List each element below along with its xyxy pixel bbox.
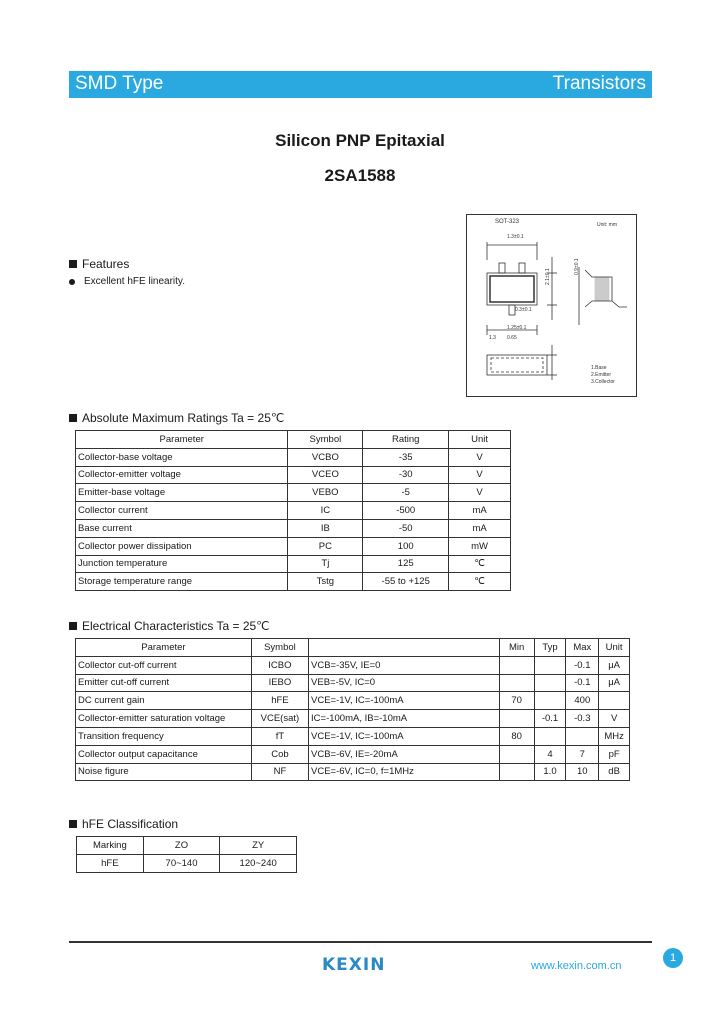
bullet-square-icon [69,260,77,268]
symbol-cell: VCEO [288,466,363,484]
condition-cell: VCE=-1V, IC=-100mA [309,727,500,745]
header-bar [69,71,652,98]
symbol-cell: VEBO [288,484,363,502]
col-header [309,639,500,657]
unit-cell: mA [449,519,511,537]
rating-cell: -500 [363,502,449,520]
typ-cell [534,727,566,745]
package-drawing [466,214,637,397]
rating-cell: -35 [363,448,449,466]
elec-heading-text: Electrical Characteristics Ta = 25℃ [82,619,270,633]
max-cell: -0.3 [566,710,599,728]
abs-max-heading [69,411,284,425]
typ-cell [534,674,566,692]
table-row [76,745,630,763]
col-header: Unit [599,639,630,657]
page-title: Silicon PNP Epitaxial [275,131,445,150]
min-cell [499,674,534,692]
unit-cell: mA [449,502,511,520]
rating-cell: 100 [363,537,449,555]
min-cell: 70 [499,692,534,710]
symbol-cell: ICBO [251,656,308,674]
unit-cell: dB [599,763,630,781]
param-cell: Emitter-base voltage [76,484,288,502]
table-row [76,555,511,573]
typ-cell: 4 [534,745,566,763]
col-header: Min [499,639,534,657]
col-header: Parameter [76,431,288,449]
table-row [76,727,630,745]
table-row [76,763,630,781]
range-cell: 120~240 [220,854,297,872]
typ-cell: -0.1 [534,710,566,728]
param-cell: Collector-emitter saturation voltage [76,710,252,728]
condition-cell: VCB=-6V, IE=-20mA [309,745,500,763]
col-header: Rating [363,431,449,449]
hfe-class-heading [69,817,178,831]
unit-cell: ℃ [449,573,511,591]
rating-cell: -55 to +125 [363,573,449,591]
condition-cell: VEB=-5V, IC=0 [309,674,500,692]
unit-cell [599,692,630,710]
col-header: Parameter [76,639,252,657]
table-row [76,656,630,674]
unit-cell: V [599,710,630,728]
package-dim-span: 1.3 [489,335,496,341]
unit-cell: pF [599,745,630,763]
param-cell: DC current gain [76,692,252,710]
typ-cell [534,656,566,674]
typ-cell [534,692,566,710]
package-dim-body: 1.25±0.1 [507,325,527,331]
rating-cell: -50 [363,519,449,537]
package-pin-3: 3.Collector [591,379,615,385]
header-category: SMD Type [75,73,164,94]
typ-cell: 1.0 [534,763,566,781]
max-cell: 400 [566,692,599,710]
abs-max-table [75,430,511,591]
param-cell: Base current [76,519,288,537]
min-cell: 80 [499,727,534,745]
unit-cell: MHz [599,727,630,745]
elec-table [75,638,630,781]
condition-cell: VCE=-1V, IC=-100mA [309,692,500,710]
min-cell [499,656,534,674]
feature-item-text: Excellent hFE linearity. [84,276,185,287]
elec-heading [69,619,270,633]
page-number: 1 [663,948,683,968]
table-row [76,674,630,692]
range-cell: 70~140 [143,854,220,872]
label-cell: Marking [77,837,144,855]
param-cell: Collector cut-off current [76,656,252,674]
bullet-square-icon [69,622,77,630]
col-header: Max [566,639,599,657]
table-row [76,484,511,502]
kexin-logo: KEXIN [322,955,386,975]
condition-cell: VCE=-6V, IC=0, f=1MHz [309,763,500,781]
param-cell: Collector-emitter voltage [76,466,288,484]
unit-cell: μA [599,674,630,692]
max-cell: -0.1 [566,674,599,692]
symbol-cell: Tstg [288,573,363,591]
max-cell [566,727,599,745]
table-row [76,448,511,466]
package-outline-svg [467,215,638,398]
table-row [76,710,630,728]
package-pin-1: 1.Base [591,365,607,371]
symbol-cell: IEBO [251,674,308,692]
table-row [76,519,511,537]
bullet-dot-icon [69,279,75,285]
symbol-cell: Tj [288,555,363,573]
feature-item [69,276,185,287]
symbol-cell: hFE [251,692,308,710]
abs-max-heading-text: Absolute Maximum Ratings Ta = 25℃ [82,411,285,425]
part-number: 2SA1588 [324,166,396,185]
package-name: SOT-323 [495,219,520,225]
website-url[interactable]: www.kexin.com.cn [531,960,622,972]
max-cell: 10 [566,763,599,781]
col-header: Unit [449,431,511,449]
hfe-class-table [76,836,297,873]
footer-divider [69,941,652,943]
col-header: Symbol [251,639,308,657]
unit-cell: V [449,448,511,466]
param-cell: Emitter cut-off current [76,674,252,692]
min-cell [499,763,534,781]
table-row [77,854,297,872]
min-cell [499,745,534,763]
param-cell: Storage temperature range [76,573,288,591]
symbol-cell: VCBO [288,448,363,466]
rating-cell: -30 [363,466,449,484]
param-cell: Collector-base voltage [76,448,288,466]
package-dim-height: 0.9±0.1 [574,258,580,275]
package-dim-width: 1.3±0.1 [507,234,524,240]
table-row [76,502,511,520]
symbol-cell: VCE(sat) [251,710,308,728]
table-row [76,537,511,555]
bullet-square-icon [69,820,77,828]
class-cell: ZY [220,837,297,855]
symbol-cell: IC [288,502,363,520]
symbol-cell: IB [288,519,363,537]
symbol-cell: fT [251,727,308,745]
param-cell: Transition frequency [76,727,252,745]
table-row [76,466,511,484]
class-cell: ZO [143,837,220,855]
symbol-cell: PC [288,537,363,555]
table-row [77,837,297,855]
package-units: Unit: mm [597,222,617,228]
header-product-type: Transistors [552,73,646,94]
col-header: Symbol [288,431,363,449]
symbol-cell: NF [251,763,308,781]
features-heading [69,257,129,271]
package-dim-length: 2.1±0.1 [545,268,551,285]
condition-cell: VCB=-35V, IE=0 [309,656,500,674]
rating-cell: 125 [363,555,449,573]
param-cell: Noise figure [76,763,252,781]
table-row [76,573,511,591]
param-cell: Collector output capacitance [76,745,252,763]
unit-cell: V [449,466,511,484]
unit-cell: V [449,484,511,502]
symbol-cell: Cob [251,745,308,763]
package-pin-2: 2.Emitter [591,372,612,378]
min-cell [499,710,534,728]
param-cell: Junction temperature [76,555,288,573]
table-header-row [76,431,511,449]
unit-cell: ℃ [449,555,511,573]
rating-cell: -5 [363,484,449,502]
max-cell: 7 [566,745,599,763]
param-cell: Collector current [76,502,288,520]
condition-cell: IC=-100mA, IB=-10mA [309,710,500,728]
features-heading-text: Features [82,257,130,271]
unit-cell: μA [599,656,630,674]
package-dim-pitch: 0.65 [507,335,517,341]
hfe-class-heading-text: hFE Classification [82,817,179,831]
param-cell: Collector power dissipation [76,537,288,555]
table-header-row [76,639,630,657]
unit-cell: mW [449,537,511,555]
table-row [76,692,630,710]
max-cell: -0.1 [566,656,599,674]
label-cell: hFE [77,854,144,872]
col-header: Typ [534,639,566,657]
package-dim-lead: 0.3±0.1 [515,307,532,313]
bullet-square-icon [69,414,77,422]
